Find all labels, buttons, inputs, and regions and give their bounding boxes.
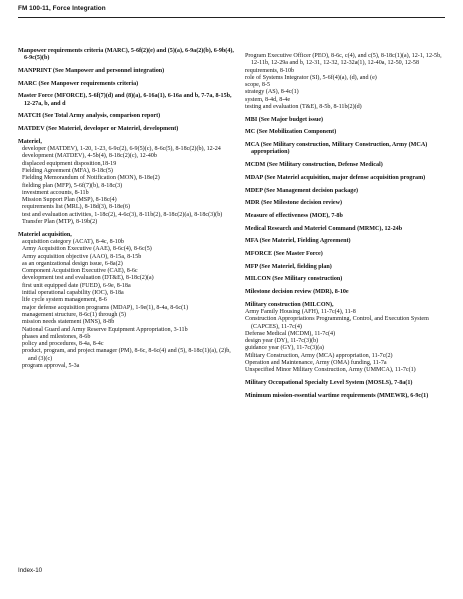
index-heading: Master Force (MFORCE), 5-6f(7)(d) and (8)(a), 6-16a(1), 6-16a and b, 7-7a, 8-15b, 12-27a, b, and d — [18, 93, 232, 107]
index-subentry: requirements list (MRL), 8-18d(3), 8-18e(6) — [22, 204, 130, 211]
index-subentry: management structure, 8-6c(1) through (5) — [22, 311, 127, 318]
index-heading: MC (See Mobilization Component) — [245, 129, 337, 136]
index-entry — [245, 226, 451, 233]
page-number: Index-10 — [18, 567, 43, 574]
index-subentry: development (MATDEV), 4-5b(4), 8-18c(2)(c), 12-40b — [22, 153, 157, 160]
index-subentry: Transfer Plan (MTP), 8-19b(2) — [22, 218, 98, 225]
index-entry — [245, 200, 451, 207]
index-entry — [245, 380, 451, 387]
index-subentry: development test and evaluation (DT&E), 8-18c(2)(a) — [22, 275, 154, 282]
index-heading: MBI (See Major budget issue) — [245, 116, 324, 123]
index-subentry: initial operational capability (IOC), 8-18a — [22, 290, 124, 297]
index-entry — [245, 264, 451, 271]
index-subentry: design year (DY), 11-7c(3)(b) — [245, 338, 319, 345]
index-subentry: program approval, 5-3a — [22, 363, 80, 370]
index-subentry: Defense Medical (MCDM), 11-7c(4) — [245, 330, 336, 337]
index-heading: Military Occupational Specialty Level System (MOSLS), 7-8a(1) — [245, 380, 413, 387]
index-heading: Materiel acquisition, — [18, 231, 72, 238]
index-subentry: displaced equipment disposition,18-19 — [22, 160, 117, 167]
index-heading: MFP (See Materiel, fielding plan) — [245, 263, 332, 270]
index-entry — [245, 393, 451, 400]
index-entry — [245, 276, 451, 283]
index-entry — [245, 117, 451, 124]
index-subentry: Program Executive Officer (PEO), 8-6c, c(4), and c(5), 8-18c(1)(a), 12-1, 12-5b, 12-11b, 12-29a and b, 12-31, 12-32, 12-32a(1), 12-40a, 12-50, 12-58 — [245, 53, 442, 67]
index-subentry: role of Systems Integrator (SI), 5-6f(4)(a), (d), and (e) — [245, 74, 377, 81]
index-subentry: policy and procedures, 8-4a, 8-4c — [22, 341, 104, 348]
index-subentry: Fielding Agreement (MFA), 8-18c(5) — [22, 167, 113, 174]
index-entry — [18, 81, 236, 88]
index-heading: MILCON (See Military construction) — [245, 276, 343, 283]
index-heading: Materiel, — [18, 138, 42, 145]
index-entry — [18, 48, 236, 63]
index-subentry: scope, 8-5 — [245, 82, 271, 89]
index-heading: Manpower requirements criteria (MARC), 5-6f(2)(e) and (5)(a), 6-9a(2)(b), 6-9b(4), 6-9c(5)(b) — [18, 48, 234, 62]
index-column-right — [245, 53, 451, 405]
index-subentry: investment accounts, 8-11b — [22, 189, 89, 196]
index-heading: Medical Research and Materiel Command (MRMC), 12-24b — [245, 225, 403, 232]
index-heading: Military construction (MILCON), — [245, 301, 334, 308]
index-subentry: as an organizational design issue, 6-8a(2) — [22, 260, 123, 267]
index-subentry: Mission Support Plan (MSP), 8-18c(4) — [22, 197, 117, 204]
index-subentry: test and evaluation activities, 1-18c(2), 4-6c(3), 8-11b(2), 8-18c(2)(a), 8-18c(3)(b) — [22, 211, 223, 218]
index-subentry: Component Acquisition Executive (CAE), 8-6c — [22, 268, 138, 275]
index-heading: MDEP (See Management decision package) — [245, 187, 359, 194]
index-heading: Milestone decision review (MDR), 8-10e — [245, 289, 349, 295]
index-entry — [245, 175, 451, 182]
index-heading: Measure of effectiveness (MOE), 7-8b — [245, 212, 343, 219]
index-entry — [245, 289, 451, 296]
index-subentry: first unit equipped date (FUED), 6-9e, 8-18a — [22, 282, 131, 289]
index-subentry: testing and evaluation (T&E), 8-5b, 8-11b(2)(d) — [245, 104, 362, 111]
index-subentry: Army acquisition objective (AAO), 8-15a, 8-15b — [22, 253, 142, 260]
running-header: FM 100-11, Force Integration — [18, 5, 106, 12]
index-subentry: major defense acquisition programs (MDAP), 1-9e(1), 8-4a, 8-6c(1) — [22, 304, 189, 311]
index-subentry: guidance year (GY), 11-7c(3)(a) — [245, 345, 324, 352]
index-subentry: developer (MATDEV), 1-20, 1-23, 6-9c(2), 6-9(5)(c), 8-6c(5), 8-18c(2)(b), 12-24 — [22, 146, 221, 153]
index-subentry: Fielding Memorandum of Notification (MON), 8-18e(2) — [22, 175, 160, 182]
index-subentry: product, program, and project manager (PM), 8-6c, 8-6c(4) and (5), 8-18c(1)(a), (2)b, and (3)(c) — [22, 348, 231, 362]
index-subentry: phases and milestones, 8-6b — [22, 333, 91, 340]
index-subentry: acquisition category (ACAT), 8-4c, 8-10b — [22, 238, 124, 245]
index-entry — [18, 93, 236, 108]
index-entry — [245, 129, 451, 136]
index-subentry: system, 8-4d, 8-4e — [245, 96, 291, 103]
index-subentry: Operation and Maintenance, Army (OMA) funding, 11-7a — [245, 360, 387, 367]
index-heading: MDR (See Milestone decision review) — [245, 200, 343, 207]
index-heading: Minimum mission-essential wartime requirements (MMEWR), 6-9c(1) — [245, 392, 429, 399]
index-heading: MCA (See Military construction, Military Construction, Army (MCA) appropriation) — [245, 142, 428, 156]
index-heading: MDAP (See Materiel acquisition, major defense acquisition program) — [245, 174, 426, 181]
index-heading: MATDEV (See Materiel, developer or Materiel, development) — [18, 126, 179, 133]
index-entry — [245, 251, 451, 258]
index-subentry: fielding plan (MFP), 5-6f(7)(b), 8-18c(3) — [22, 182, 123, 189]
index-subentry: National Guard and Army Reserve Equipment Appropriation, 3-11b — [22, 326, 188, 333]
index-subentry: Unspecified Minor Military Construction, Army (UMMCA), 11-7c(1) — [245, 367, 416, 374]
index-subentry: requirements, 8-10b — [245, 67, 295, 74]
index-entry — [18, 68, 236, 75]
index-entry — [18, 232, 236, 371]
index-column-left — [18, 48, 236, 376]
index-entry — [245, 302, 451, 375]
index-subentry: Military Construction, Army (MCA) appropriation, 11-7c(2) — [245, 352, 393, 359]
index-heading: MATCH (See Total Army analysis, comparison report) — [18, 113, 161, 120]
index-entry — [245, 142, 451, 157]
header-rule — [18, 17, 445, 18]
index-heading: MCDM (See Military construction, Defense Medical) — [245, 162, 383, 169]
index-subentry: Construction Appropriations Programming, Control, and Execution System (CAPCES), 11-7c(4) — [245, 316, 429, 330]
index-heading: MANPRINT (See Manpower and personnel integration) — [18, 67, 165, 74]
index-entry — [245, 162, 451, 169]
index-subentry: Army Family Housing (AFH), 11-7c(4), 11-8 — [245, 308, 356, 315]
index-entry — [245, 188, 451, 195]
index-entry — [18, 139, 236, 227]
index-subentry: mission needs statement (MNS), 8-8b — [22, 319, 115, 326]
index-subentry: strategy (AS), 8-4c(1) — [245, 89, 299, 96]
index-heading: MFORCE (See Master Force) — [245, 250, 323, 257]
index-entry — [245, 213, 451, 220]
index-entry — [245, 238, 451, 245]
index-heading: MFA (See Materiel, Fielding Agreement) — [245, 238, 351, 245]
index-subentry: Army Acquisition Executive (AAE), 8-6c(4), 8-6c(5) — [22, 246, 152, 253]
index-entry — [245, 53, 451, 111]
index-entry — [18, 113, 236, 120]
index-heading: MARC (See Manpower requirements criteria) — [18, 80, 139, 87]
index-subentry: life cycle system management, 8-6 — [22, 297, 107, 304]
index-entry — [18, 126, 236, 133]
